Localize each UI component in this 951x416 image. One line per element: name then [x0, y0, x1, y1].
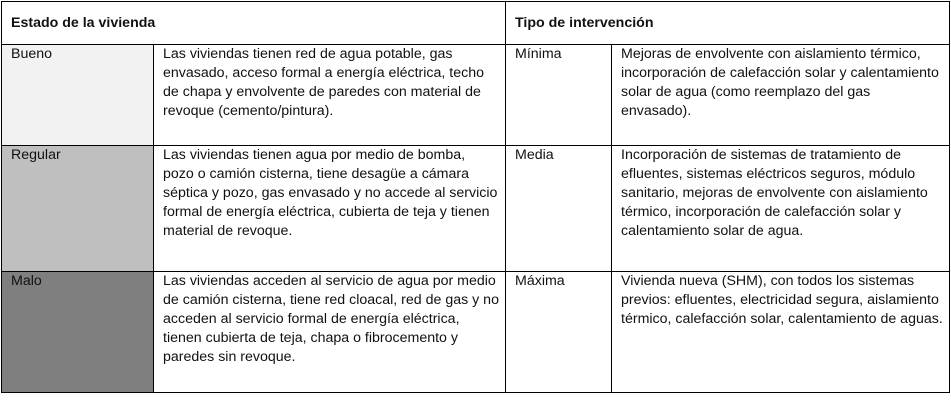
detalle-cell: Mejoras de envolvente con aislamiento térmico, incorporación de calefacción solar y calentamiento solar de agua (como reemplazo del gas envasado). — [612, 45, 950, 146]
descripcion-cell: Las viviendas tienen agua por medio de bomba, pozo o camión cisterna, tiene desagüe a cámara séptica y pozo, gas envasado y no accede al servicio formal de energía eléctrica, cubierta de teja y tienen material de revoque. — [154, 146, 506, 272]
intervencion-cell: Máxima — [506, 272, 612, 393]
estado-cell: Regular — [2, 146, 154, 272]
intervencion-cell: Mínima — [506, 45, 612, 146]
intervencion-cell: Media — [506, 146, 612, 272]
table-row — [2, 272, 950, 393]
detalle-cell: Incorporación de sistemas de tratamiento de efluentes, sistemas eléctricos seguros, módulo sanitario, mejoras de envolvente con aislamiento térmico, incorporación de calefacción solar y calentamiento solar de agua. — [612, 146, 950, 272]
descripcion-cell: Las viviendas tienen red de agua potable, gas envasado, acceso formal a energía eléctrica, techo de chapa y envolvente de paredes con material de revoque (cemento/pintura). — [154, 45, 506, 146]
header-tipo: Tipo de intervención — [506, 2, 950, 45]
estado-cell: Malo — [2, 272, 154, 393]
descripcion-cell: Las viviendas acceden al servicio de agua por medio de camión cisterna, tiene red cloacal, red de gas y no acceden al servicio formal de energía eléctrica, tienen cubierta de teja, chapa o fibrocemento y paredes sin revoque. — [154, 272, 506, 393]
housing-intervention-table — [1, 1, 950, 393]
detalle-cell: Vivienda nueva (SHM), con todos los sistemas previos: efluentes, electricidad segura, aislamiento térmico, calefacción solar, calentamiento de aguas. — [612, 272, 950, 393]
table-row — [2, 146, 950, 272]
header-row — [2, 2, 950, 45]
estado-cell: Bueno — [2, 45, 154, 146]
header-estado: Estado de la vivienda — [2, 2, 506, 45]
table-row — [2, 45, 950, 146]
